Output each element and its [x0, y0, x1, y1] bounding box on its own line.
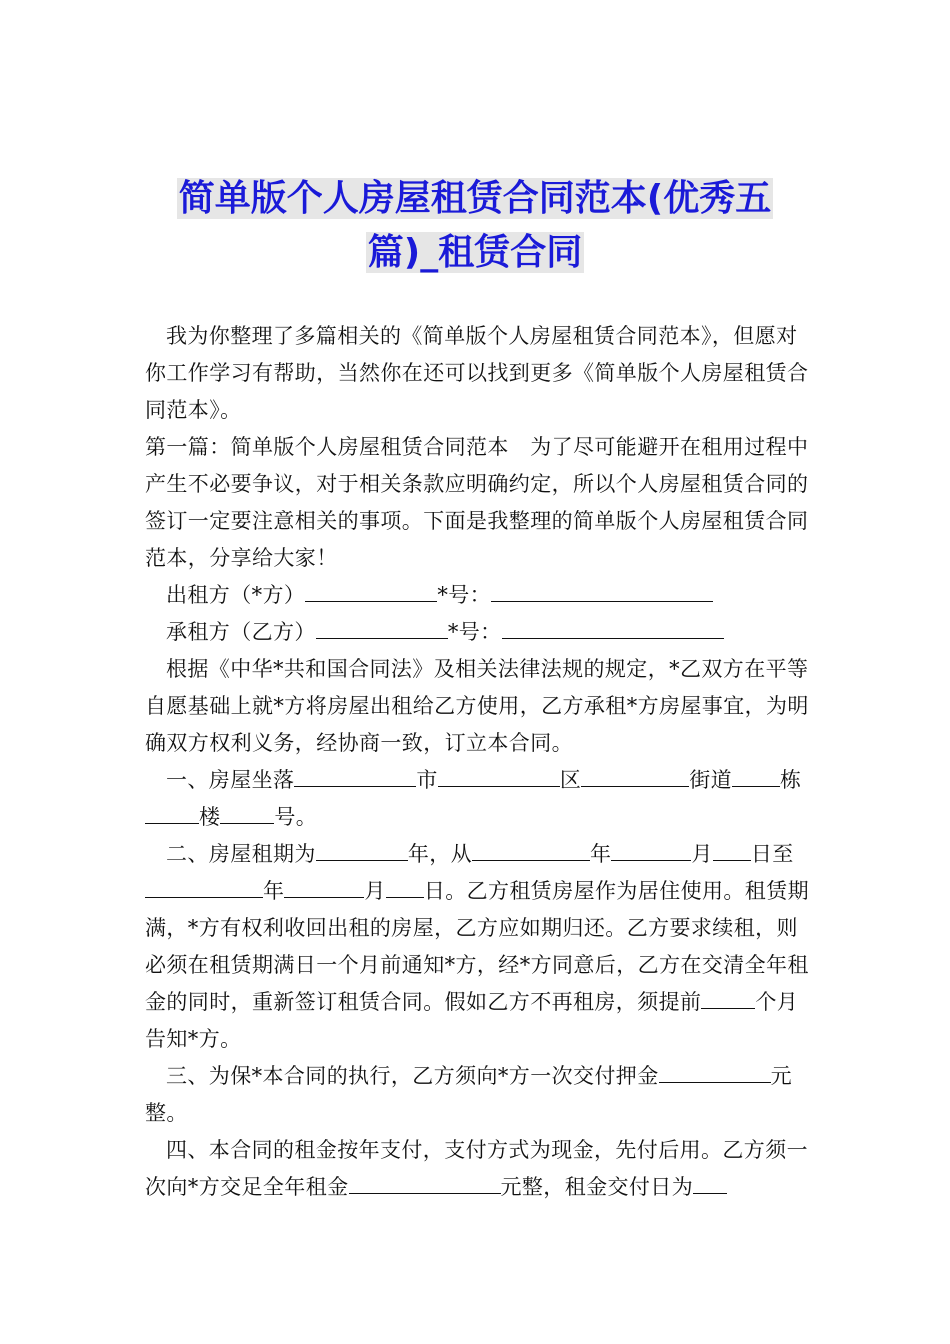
end-year-blank	[145, 896, 263, 898]
end-month-blank	[284, 896, 364, 898]
district-blank	[438, 785, 560, 787]
intro-paragraph: 我为你整理了多篇相关的《简单版个人房屋租赁合同范本》，但愿对你工作学习有帮助，当然你在还可以找到更多《简单版个人房屋租赁合同范本》。	[145, 324, 809, 422]
building-blank	[732, 785, 780, 787]
s2-text-e: 日	[750, 842, 773, 866]
start-year-blank	[472, 859, 590, 861]
term-years-blank	[316, 859, 408, 861]
start-day-blank	[713, 859, 751, 861]
s1-text-e: 栋	[780, 768, 802, 792]
end-day-blank	[386, 896, 424, 898]
title-line-2: 篇)_租赁合同	[367, 232, 583, 273]
number-blank	[220, 822, 274, 824]
lessee-label: 承租方（乙方）	[166, 620, 316, 644]
document-body	[145, 318, 813, 1206]
s2-text-c: 年	[590, 842, 612, 866]
floor-blank	[145, 822, 199, 824]
section-1-location	[145, 762, 813, 836]
s1-text-g: 号。	[274, 805, 318, 829]
deposit-blank	[659, 1081, 771, 1083]
s2-text-d: 月	[691, 842, 713, 866]
s3-text-a: 三、为保*本合同的执行，乙方须向*方一次交付押金	[166, 1064, 659, 1088]
lessor-id-label: *号：	[437, 583, 492, 607]
s2-text-b: 年，从	[407, 842, 473, 866]
lessor-name-blank	[305, 600, 437, 602]
lessee-name-blank	[316, 637, 448, 639]
lessee-id-blank	[502, 637, 724, 639]
section-4-rent	[145, 1132, 813, 1206]
s1-text-d: 街道	[689, 768, 733, 792]
lessee-line	[145, 614, 813, 651]
s2-text-g: 年	[263, 879, 285, 903]
basis-paragraph: 根据《中华*共和国合同法》及相关法律法规的规定，*乙双方在平等自愿基础上就*方将房屋出租给乙方使用，乙方承租*方房屋事宜，为明确双方权利义务，经协商一致，订立本合同。	[145, 657, 809, 755]
section-3-deposit	[145, 1058, 813, 1132]
payment-date-blank	[693, 1192, 727, 1194]
document-title	[140, 172, 810, 280]
lessor-label: 出租方（*方）	[166, 583, 306, 607]
s4-text-b: 元整，租金交付日为	[500, 1175, 694, 1199]
lessor-id-blank	[491, 600, 713, 602]
annual-rent-blank	[349, 1192, 501, 1194]
title-line-1: 简单版个人房屋租赁合同范本(优秀五	[178, 178, 772, 219]
s1-text-b: 市	[416, 768, 438, 792]
s2-text-a: 二、房屋租期为	[166, 842, 316, 866]
s2-text-i: 日。乙方租赁房屋作为居住使用。租赁期满，*方有权利收回出租的房屋，乙方应如期归还。乙方要求续租，则必须在租赁期满日一个月前通知*方，经*方同意后，乙方在交清全年租金的同时，重新签订租赁合同。假如乙方不再租房，须提前	[145, 879, 810, 1014]
city-blank	[294, 785, 416, 787]
notice-months-blank	[701, 1007, 755, 1009]
s2-text-f: 至	[772, 842, 794, 866]
lessor-line	[145, 577, 813, 614]
s1-text-f: 楼	[199, 805, 221, 829]
s3-text-b: 元整。	[145, 1064, 793, 1125]
s2-text-h: 月	[364, 879, 386, 903]
s1-text-a: 一、房屋坐落	[166, 768, 295, 792]
section-2-term	[145, 836, 813, 1058]
s2-text-j: 个月告知*方。	[145, 990, 799, 1051]
lessee-id-label: *号：	[447, 620, 502, 644]
s1-text-c: 区	[559, 768, 582, 792]
start-month-blank	[611, 859, 691, 861]
street-blank	[581, 785, 689, 787]
first-article-paragraph: 第一篇：简单版个人房屋租赁合同范本 为了尽可能避开在租用过程中产生不必要争议，对于相关条款应明确约定，所以个人房屋租赁合同的签订一定要注意相关的事项。下面是我整理的简单版个人房屋租赁合同范本，分享给大家！	[145, 435, 809, 570]
s4-text-a: 四、本合同的租金按年支付，支付方式为现金，先付后用。乙方须一次向*方交足全年租金	[145, 1138, 808, 1199]
